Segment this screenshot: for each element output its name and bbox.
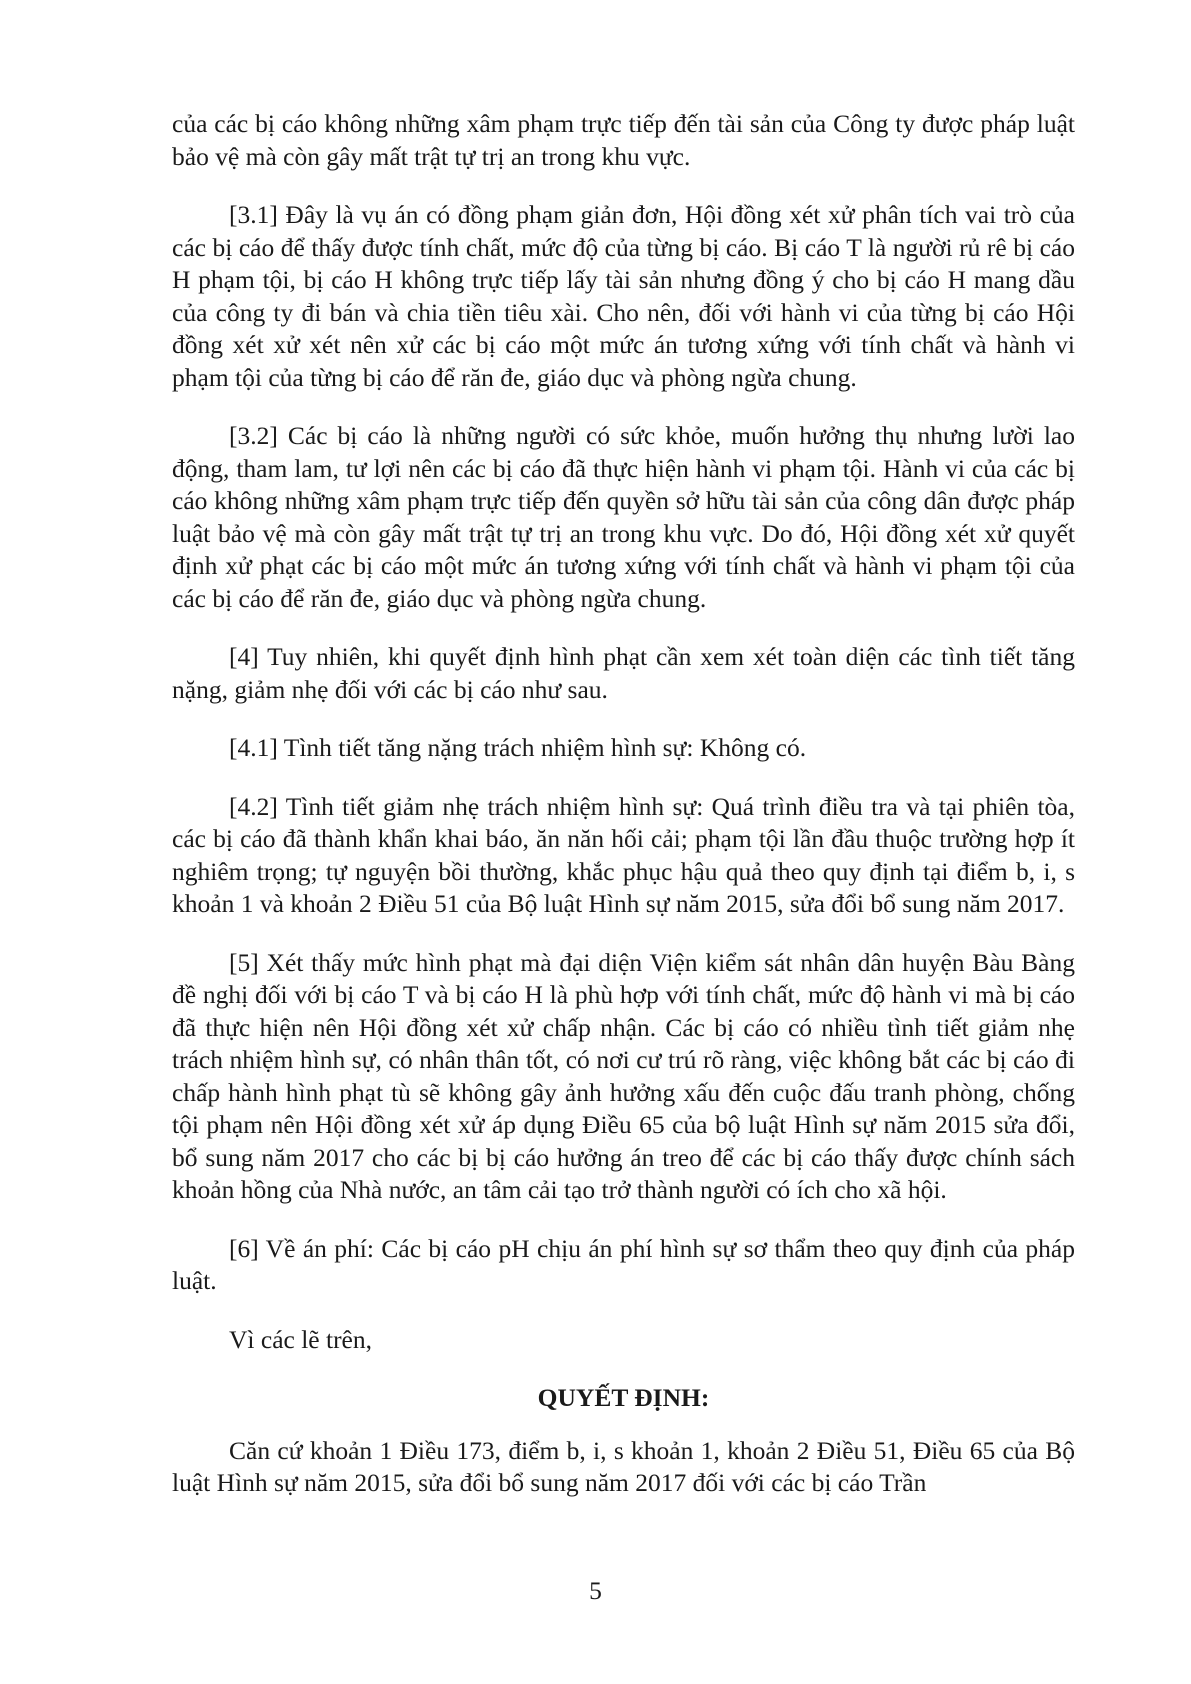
paragraph-4-2: [4.2] Tình tiết giảm nhẹ trách nhiệm hình sự: Quá trình điều tra và tại phiên tòa, các bị cáo đã thành khẩn khai báo, ăn năn hối cải; phạm tội lần đầu thuộc trường hợp ít nghiêm trọng; tự nguyện bồi thường, khắc phục hậu quả theo quy định tại điểm b, i, s khoản 1 và khoản 2 Điều 51 của Bộ luật Hình sự năm 2015, sửa đổi bổ sung năm 2017. xyxy=(172,791,1075,918)
paragraph-3-2: [3.2] Các bị cáo là những người có sức khỏe, muốn hưởng thụ nhưng lười lao động, tham lam, tư lợi nên các bị cáo đã thực hiện hành vi phạm tội. Hành vi của các bị cáo không những xâm phạm trực tiếp đến quyền sở hữu tài sản của công dân được pháp luật bảo vệ mà còn gây mất trật tự trị an trong khu vực. Do đó, Hội đồng xét xử quyết định xử phạt các bị cáo một mức án tương xứng với tính chất và hành vi phạm tội của các bị cáo để răn đe, giáo dục và phòng ngừa chung. xyxy=(172,421,1075,613)
page-number: 5 xyxy=(589,1576,602,1605)
paragraph-5: [5] Xét thấy mức hình phạt mà đại diện Viện kiểm sát nhân dân huyện Bàu Bàng đề nghị đối với bị cáo T và bị cáo H là phù hợp với tính chất, mức độ hành vi mà bị cáo đã thực hiện nên Hội đồng xét xử chấp nhận. Các bị cáo có nhiều tình tiết giảm nhẹ trách nhiệm hình sự, có nhân thân tốt, có nơi cư trú rõ ràng, việc không bắt các bị cáo đi chấp hành hình phạt tù sẽ không gây ảnh hưởng xấu đến cuộc đấu tranh phòng, chống tội phạm nên Hội đồng xét xử áp dụng Điều 65 của bộ luật Hình sự năm 2015 sửa đổi, bổ sung năm 2017 cho các bị bị cáo hưởng án treo để các bị cáo thấy được chính sách khoản hồng của Nhà nước, an tâm cải tạo trở thành người có ích cho xã hội. xyxy=(172,947,1075,1204)
paragraph-reasons: Vì các lẽ trên, xyxy=(229,1324,373,1354)
document-page xyxy=(172,108,1075,1516)
paragraph-4: [4] Tuy nhiên, khi quyết định hình phạt cần xem xét toàn diện các tình tiết tăng nặng, giảm nhẹ đối với các bị cáo như sau. xyxy=(172,642,1075,704)
paragraph-legal-basis: Căn cứ khoản 1 Điều 173, điểm b, i, s khoản 1, khoản 2 Điều 51, Điều 65 của Bộ luật Hình sự năm 2015, sửa đổi bổ sung năm 2017 đối với các bị cáo Trần xyxy=(172,1435,1075,1497)
paragraph-6: [6] Về án phí: Các bị cáo pH chịu án phí hình sự sơ thẩm theo quy định của pháp luật. xyxy=(172,1233,1075,1295)
decision-heading: QUYẾT ĐỊNH: xyxy=(537,1383,710,1412)
paragraph-continuation: của các bị cáo không những xâm phạm trực tiếp đến tài sản của Công ty được pháp luật bảo vệ mà còn gây mất trật tự trị an trong khu vực. xyxy=(172,109,1075,171)
paragraph-4-1: [4.1] Tình tiết tăng nặng trách nhiệm hình sự: Không có. xyxy=(229,733,807,762)
paragraph-3-1: [3.1] Đây là vụ án có đồng phạm giản đơn, Hội đồng xét xử phân tích vai trò của các bị cáo để thấy được tính chất, mức độ của từng bị cáo. Bị cáo T là người rủ rê bị cáo H phạm tội, bị cáo H không trực tiếp lấy tài sản nhưng đồng ý cho bị cáo H mang dầu của công ty đi bán và chia tiền tiêu xài. Cho nên, đối với hành vi của từng bị cáo Hội đồng xét xử xét nên xử các bị cáo một mức án tương xứng với tính chất và hành vi phạm tội của từng bị cáo để răn đe, giáo dục và phòng ngừa chung. xyxy=(172,200,1075,392)
